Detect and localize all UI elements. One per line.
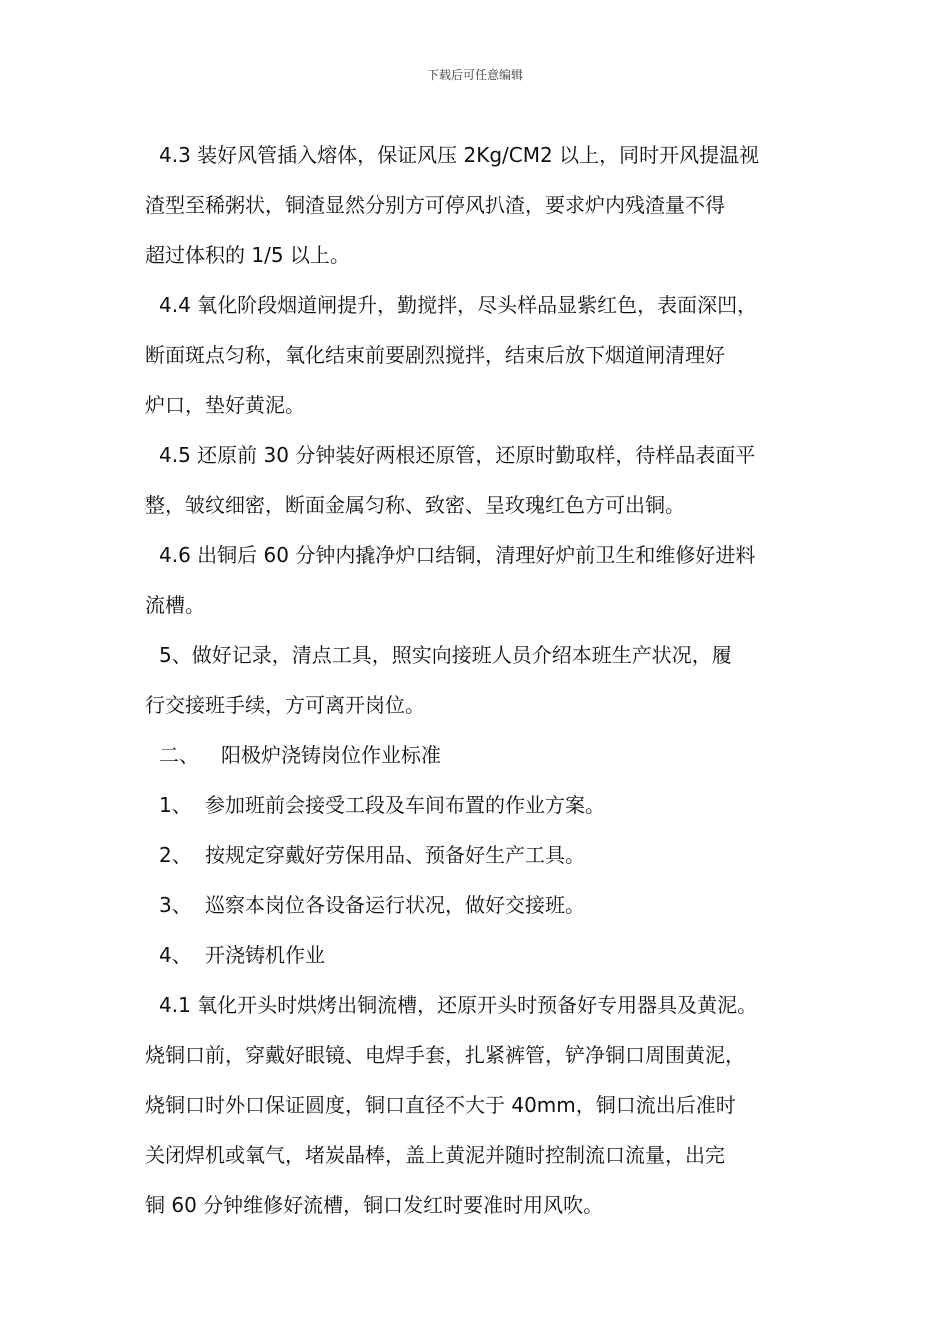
paragraph-4-3-line-2: 渣型至稀粥状，铜渣显然分别方可停风扒渣，要求炉内残渣量不得 <box>145 193 725 217</box>
paragraph-4-6-line-1: 4.6 出铜后 60 分钟内撬净炉口结铜，清理好炉前卫生和维修好进料 <box>159 543 756 567</box>
paragraph-5-line-1: 5、做好记录，清点工具，照实向接班人员介绍本班生产状况，履 <box>159 643 732 667</box>
section-heading <box>145 730 825 780</box>
paragraph-4-1-line-1: 4.1 氧化开头时烘烤出铜流槽，还原开头时预备好专用器具及黄泥。 <box>159 993 758 1017</box>
list-item-text: 参加班前会接受工段及车间布置的作业方案。 <box>205 793 605 817</box>
paragraph-4-5-line-1: 4.5 还原前 30 分钟装好两根还原管，还原时勤取样，待样品表面平 <box>159 443 756 467</box>
document-body <box>145 130 825 1230</box>
paragraph-4-3-line-1: 4.3 装好风管插入熔体，保证风压 2Kg/CM2 以上，同时开风提温视 <box>159 143 760 167</box>
paragraph-4-1-line-2: 烧铜口前，穿戴好眼镜、电焊手套，扎紧裤管，铲净铜口周围黄泥， <box>145 1043 745 1067</box>
list-item-text: 巡察本岗位各设备运行状况，做好交接班。 <box>205 893 585 917</box>
page-header: 下载后可任意编辑 <box>426 68 523 82</box>
section-heading-text: 阳极炉浇铸岗位作业标准 <box>221 743 441 767</box>
paragraph-4-1-line-5: 铜 60 分钟维修好流槽，铜口发红时要准时用风吹。 <box>145 1193 604 1217</box>
paragraph-5-line-2: 行交接班手续，方可离开岗位。 <box>145 693 425 717</box>
paragraph-4-1-line-4: 关闭焊机或氧气，堵炭晶棒，盖上黄泥并随时控制流口流量，出完 <box>145 1143 725 1167</box>
paragraph-4-4-line-3: 炉口，垫好黄泥。 <box>145 393 305 417</box>
list-item-number: 4、 <box>159 943 192 967</box>
paragraph-4-5-line-2: 整，皱纹细密，断面金属匀称、致密、呈玫瑰红色方可出铜。 <box>145 493 685 517</box>
list-item-number: 1、 <box>159 793 192 817</box>
list-item <box>145 780 825 830</box>
list-item <box>145 830 825 880</box>
paragraph-4-3-line-3: 超过体积的 1/5 以上。 <box>145 243 350 267</box>
list-item-number: 3、 <box>159 893 192 917</box>
paragraph-4-4-line-1: 4.4 氧化阶段烟道闸提升，勤搅拌，尽头样品显紫红色，表面深凹， <box>159 293 758 317</box>
list-item-text: 开浇铸机作业 <box>205 943 325 967</box>
list-item-text: 按规定穿戴好劳保用品、预备好生产工具。 <box>205 843 585 867</box>
section-heading-number: 二、 <box>159 743 199 767</box>
paragraph-4-1-line-3: 烧铜口时外口保证圆度，铜口直径不大于 40mm，铜口流出后准时 <box>145 1093 736 1117</box>
list-item <box>145 880 825 930</box>
paragraph-4-4-line-2: 断面斑点匀称，氧化结束前要剧烈搅拌，结束后放下烟道闸清理好 <box>145 343 725 367</box>
list-item-number: 2、 <box>159 843 192 867</box>
list-item <box>145 930 825 980</box>
paragraph-4-6-line-2: 流槽。 <box>145 593 205 617</box>
